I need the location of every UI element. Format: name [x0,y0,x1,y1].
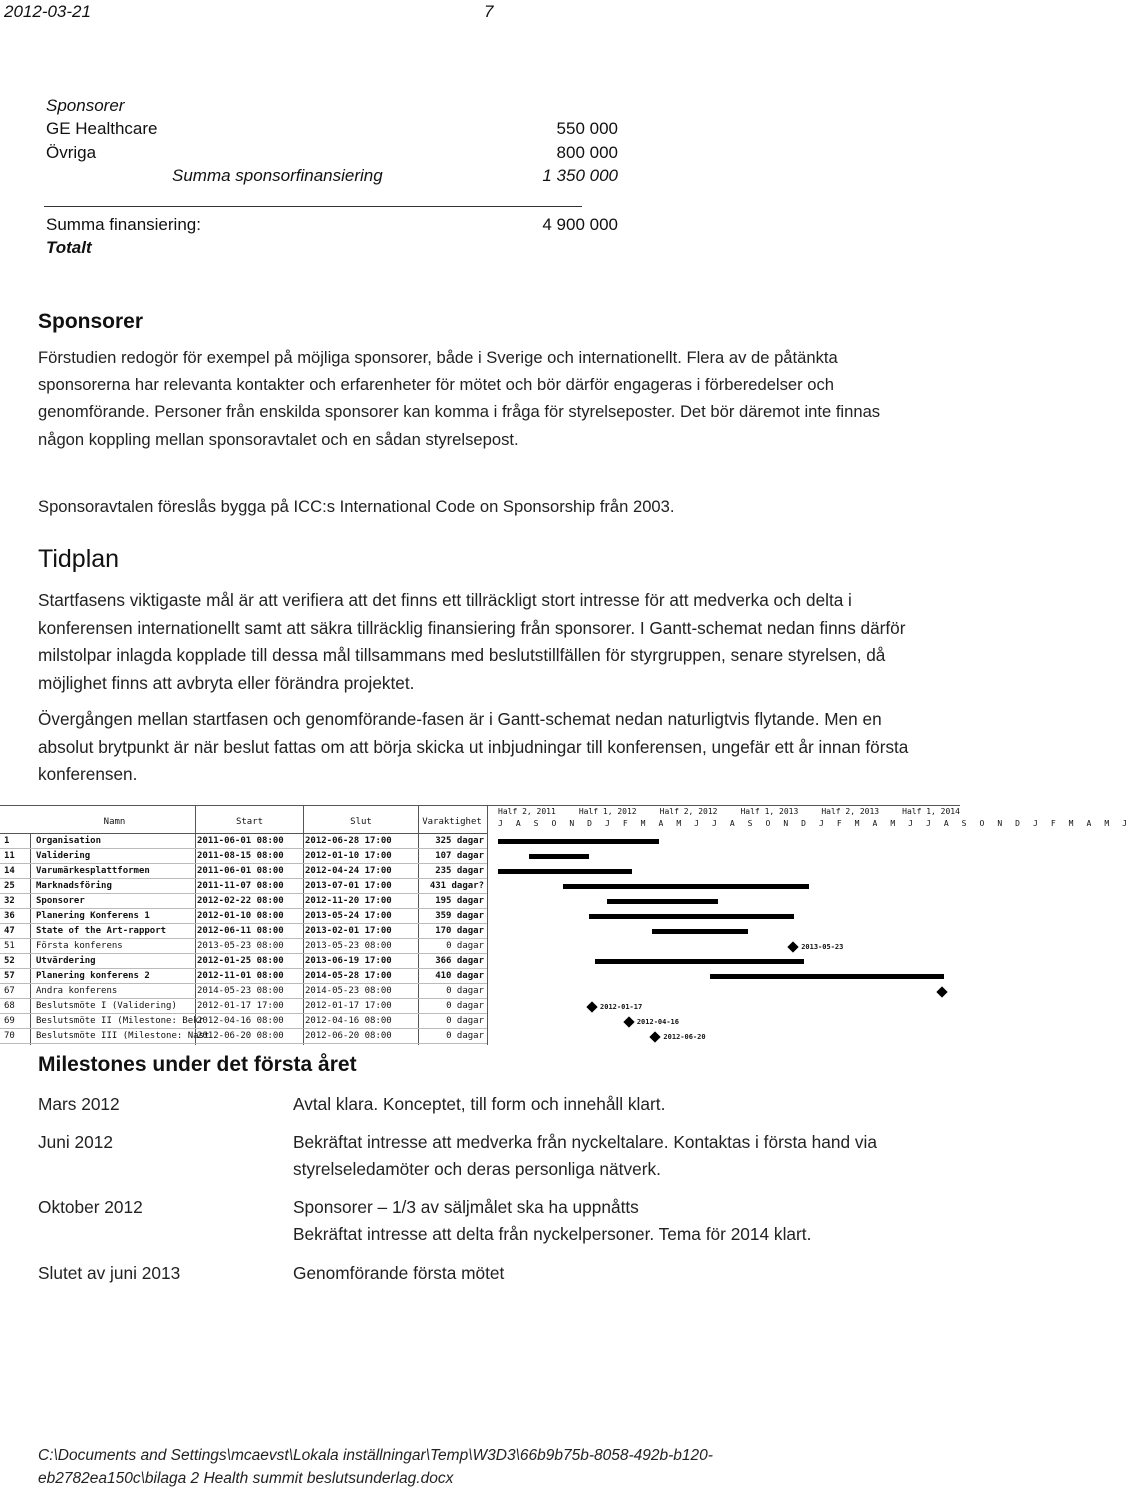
gantt-header-name: Namn [103,817,126,827]
sponsor-heading: Sponsorer [38,310,144,333]
gantt-bar [710,974,944,979]
gantt-row-id: 52 [4,956,15,966]
finance-total-row [46,215,618,239]
gantt-bar [498,839,659,844]
page-date: 2012-03-21 [4,2,91,21]
gantt-milestone [623,1016,634,1027]
gantt-task-name: Varumärkesplattformen [36,866,150,876]
gantt-chart [0,805,1131,1045]
finance-divider [44,206,582,207]
gantt-row [0,835,487,849]
gantt-task-end: 2012-06-20 08:00 [305,1031,392,1041]
gantt-task-start: 2012-02-22 08:00 [197,896,284,906]
gantt-task-duration: 431 dagar? [429,881,484,891]
gantt-row-id: 1 [4,836,10,846]
gantt-task-start: 2011-06-01 08:00 [197,836,284,846]
gantt-task-duration: 235 dagar [435,866,484,876]
gantt-row [0,985,487,999]
finance-total-amount: 4 900 000 [542,215,618,234]
gantt-task-name: Andra konferens [36,986,118,996]
milestone-date: Oktober 2012 [38,1197,143,1217]
gantt-row [0,1000,487,1014]
gantt-row-id: 25 [4,881,15,891]
gantt-task-start: 2012-04-16 08:00 [197,1016,284,1026]
milestone-date: Mars 2012 [38,1094,120,1114]
gantt-milestone [788,941,799,952]
finance-amount: 800 000 [556,143,618,162]
gantt-row-id: 68 [4,1001,15,1011]
gantt-bar [595,959,804,964]
milestone-text: Genomförande första mötet [293,1263,505,1283]
gantt-row-id: 47 [4,926,15,936]
gantt-task-name: State of the Art-rapport [36,926,167,936]
gantt-task-start: 2012-01-10 08:00 [197,911,284,921]
gantt-task-end: 2012-04-24 17:00 [305,866,392,876]
gantt-task-end: 2014-05-28 17:00 [305,971,392,981]
gantt-row [0,955,487,969]
gantt-task-start: 2012-06-11 08:00 [197,926,284,936]
gantt-task-name: Planering Konferens 1 [36,911,150,921]
gantt-period: Half 2, 2013 [821,807,880,816]
milestone-date: Slutet av juni 2013 [38,1263,181,1283]
gantt-task-end: 2013-07-01 17:00 [305,881,392,891]
tidplan-paragraph-2: Övergången mellan startfasen och genomförande-fasen är i Gantt-schemat nedan naturligtvis flytande. Men en absolut brytpunkt är när beslut fattas om att börja skicka ut inbjudningar till konferensen, ungefär ett år innan första konferensen. [38,709,909,784]
gantt-row [0,910,487,924]
finance-row [46,143,618,167]
gantt-task-name: Utvärdering [36,956,96,966]
gantt-row-id: 51 [4,941,15,951]
gantt-task-end: 2013-05-24 17:00 [305,911,392,921]
gantt-row [0,895,487,909]
gantt-task-duration: 107 dagar [435,851,484,861]
gantt-milestone-label: 2012-04-16 [636,1018,679,1026]
gantt-bar [529,854,590,859]
sponsor-paragraph-2: Sponsoravtalen föreslås bygga på ICC:s International Code on Sponsorship från 2003. [38,497,675,516]
gantt-periods [498,807,960,816]
gantt-task-end: 2013-02-01 17:00 [305,926,392,936]
gantt-task-end: 2012-01-10 17:00 [305,851,392,861]
gantt-task-duration: 366 dagar [435,956,484,966]
gantt-bar [563,884,809,889]
gantt-task-duration: 410 dagar [435,971,484,981]
finance-label: Övriga [46,143,97,162]
gantt-task-name: Beslutsmöte III (Milestone: Nast [36,1031,210,1041]
gantt-task-start: 2012-11-01 08:00 [197,971,284,981]
gantt-row [0,850,487,864]
gantt-bar [652,929,748,934]
milestone-text: Bekräftat intresse att medverka från nyckeltalare. Kontaktas i första hand via styrelseledamöter och deras personliga nätverk. [293,1132,878,1179]
gantt-task-duration: 325 dagar [435,836,484,846]
gantt-task-duration: 0 dagar [446,1031,484,1041]
finance-heading: Sponsorer [46,96,125,115]
milestone-text: Sponsorer – 1/3 av säljmålet ska ha uppnåtts Bekräftat intresse att delta från nyckelpersoner. Tema för 2014 klart. [293,1197,812,1244]
finance-label: GE Healthcare [46,119,158,138]
gantt-period: Half 1, 2014 [902,807,960,816]
gantt-period: Half 2, 2012 [659,807,718,816]
gantt-row [0,865,487,879]
gantt-task-end: 2012-11-20 17:00 [305,896,392,906]
gantt-task-duration: 0 dagar [446,941,484,951]
gantt-bar [607,899,718,904]
footer-path-2: eb2782ea150c\bilaga 2 Health summit beslutsunderlag.docx [38,1470,454,1487]
gantt-task-start: 2011-06-01 08:00 [197,866,284,876]
finance-amount: 550 000 [556,119,618,138]
gantt-task-duration: 0 dagar [446,1001,484,1011]
finance-row [46,119,618,143]
gantt-task-name: Sponsorer [36,896,85,906]
gantt-row-id: 69 [4,1016,15,1026]
gantt-task-end: 2012-04-16 08:00 [305,1016,392,1026]
footer-path-1: C:\Documents and Settings\mcaevst\Lokala inställningar\Temp\W3D3\66b9b75b-8058-492b-b120- [38,1447,713,1464]
gantt-row-id: 14 [4,866,15,876]
gantt-header-line [0,833,487,834]
milestones-heading: Milestones under det första året [38,1053,357,1076]
gantt-milestone [586,1001,597,1012]
gantt-task-name: Organisation [36,836,102,846]
gantt-milestone [650,1031,661,1042]
gantt-top-border [0,805,960,806]
gantt-col-line [487,805,488,1045]
gantt-milestone-label: 2013-05-23 [801,943,844,951]
gantt-header-end: Slut [350,817,372,827]
gantt-row [0,1015,487,1029]
gantt-milestone-label: 2012-01-17 [600,1003,643,1011]
gantt-row [0,1030,487,1044]
tidplan-heading: Tidplan [38,545,120,573]
gantt-period: Half 1, 2012 [578,807,637,816]
gantt-task-end: 2013-06-19 17:00 [305,956,392,966]
finance-label: Summa sponsorfinansiering [172,166,383,185]
gantt-task-duration: 359 dagar [435,911,484,921]
gantt-task-start: 2012-06-20 08:00 [197,1031,284,1041]
gantt-milestone [937,986,948,997]
gantt-task-duration: 170 dagar [435,926,484,936]
gantt-task-start: 2014-05-23 08:00 [197,986,284,996]
gantt-task-duration: 0 dagar [446,1016,484,1026]
gantt-task-end: 2013-05-23 08:00 [305,941,392,951]
gantt-task-name: Planering konferens 2 [36,971,150,981]
gantt-task-start: 2011-08-15 08:00 [197,851,284,861]
milestone-text: Avtal klara. Konceptet, till form och innehåll klart. [293,1094,666,1114]
finance-total-sub: Totalt [46,238,92,257]
gantt-row-id: 11 [4,851,15,861]
gantt-row-id: 36 [4,911,15,921]
gantt-bar [589,914,793,919]
gantt-task-start: 2013-05-23 08:00 [197,941,284,951]
gantt-row-id: 57 [4,971,15,981]
gantt-task-name: Beslutsmöte I (Validering) [36,1001,177,1011]
gantt-row [0,925,487,939]
gantt-task-name: Första konferens [36,941,123,951]
gantt-bar [498,869,632,874]
gantt-row [0,880,487,894]
gantt-row [0,970,487,984]
gantt-months: J A S O N D J F M A M J J A S O N D J F M A M J J A S O N D J F M A M J [498,819,1131,828]
gantt-task-name: Marknadsföring [36,881,112,891]
gantt-task-duration: 195 dagar [435,896,484,906]
gantt-milestone-label: 2012-06-20 [663,1033,706,1041]
gantt-period: Half 2, 2011 [498,807,556,816]
gantt-task-name: Beslutsmöte II (Milestone: Bekr [36,1016,204,1026]
gantt-task-start: 2012-01-17 17:00 [197,1001,284,1011]
gantt-task-end: 2012-06-28 17:00 [305,836,392,846]
sponsor-paragraph: Förstudien redogör för exempel på möjliga sponsorer, både i Sverige och internationellt. Flera av de påtänkta sponsorerna har relevanta kontakter och erfarenheter för mötet och bör därför engageras i förberedelser och genomförande. Personer från enskilda sponsorer kan komma i fråga för styrelseposter. Det bör däremot inte finnas någon koppling mellan sponsoravtalet och en sådan styrelsepost. [38,348,881,449]
gantt-task-start: 2012-01-25 08:00 [197,956,284,966]
gantt-header-start: Start [235,817,264,827]
gantt-row-id: 67 [4,986,15,996]
milestone-date: Juni 2012 [38,1132,113,1152]
gantt-row-id: 32 [4,896,15,906]
finance-amount: 1 350 000 [542,166,618,185]
gantt-task-start: 2011-11-07 08:00 [197,881,284,891]
finance-subtotal-row [46,166,618,190]
page-number: 7 [484,2,494,21]
gantt-task-end: 2014-05-23 08:00 [305,986,392,996]
gantt-row [0,940,487,954]
gantt-period: Half 1, 2013 [740,807,799,816]
gantt-row-id: 70 [4,1031,15,1041]
tidplan-paragraph: Startfasens viktigaste mål är att verifiera att det finns ett tillräckligt stort intresse för att medverka och delta i konferensen internationellt samt att säkra tillräcklig finansiering från sponsorer. I Gantt-schemat nedan finns därför milstolpar inlagda kopplade till dessa mål tillsammans med beslutstillfällen för styrgruppen, senare styrelsen, då möjlighet finns att avbryta eller förändra projektet. [38,590,906,693]
gantt-task-name: Validering [36,851,91,861]
gantt-header-duration: Varaktighet [422,817,482,827]
gantt-task-duration: 0 dagar [446,986,484,996]
gantt-task-end: 2012-01-17 17:00 [305,1001,392,1011]
finance-total-label: Summa finansiering: [46,215,201,234]
